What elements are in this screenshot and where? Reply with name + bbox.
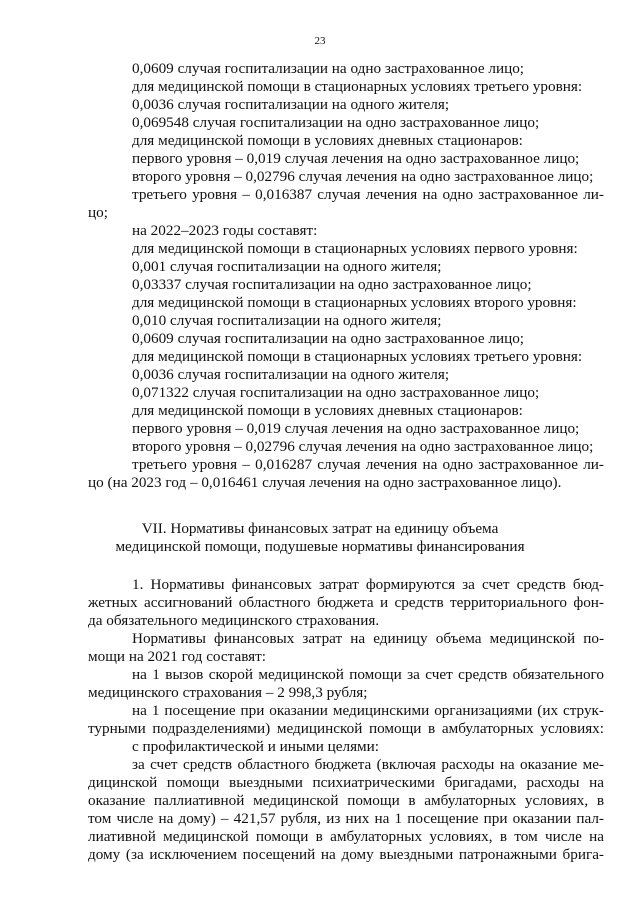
text-line: третьего уровня – 0,016287 случая лечения на одно застрахованное ли- [132, 456, 604, 473]
text-line: для медицинской помощи в условиях дневных стационаров: [132, 402, 523, 419]
text-line: на 2022–2023 годы составят: [132, 222, 318, 239]
text-line: для медицинской помощи в стационарных условиях второго уровня: [132, 294, 577, 311]
text-line: турными подразделениями) медицинской помощи в амбулаторных условиях: [88, 720, 604, 737]
text-line: мощи на 2021 год составят: [88, 648, 267, 665]
text-line: первого уровня – 0,019 случая лечения на одно застрахованное лицо; [132, 420, 580, 437]
text-line: 1. Нормативы финансовых затрат формируются за счет средств бюд- [132, 576, 604, 593]
text-line: второго уровня – 0,02796 случая лечения на одно застрахованное лицо; [132, 438, 594, 455]
text-line: 0,001 случая госпитализации на одного жителя; [132, 258, 442, 275]
text-line: Нормативы финансовых затрат на единицу объема медицинской по- [132, 630, 604, 647]
text-line: том числе на дому) – 421,57 рубля, из них на 1 посещение при оказании пал- [88, 810, 604, 827]
text-line: цо (на 2023 год – 0,016461 случая лечения на одно застрахованное лицо). [88, 474, 562, 491]
text-line: 0,0036 случая госпитализации на одного жителя; [132, 366, 450, 383]
text-line: жетных ассигнований областного бюджета и средств территориального фон- [88, 594, 604, 611]
text-line: 0,0609 случая госпитализации на одно застрахованное лицо; [132, 330, 525, 347]
text-line: третьего уровня – 0,016387 случая лечения на одно застрахованное ли- [132, 186, 604, 203]
text-line: дому (за исключением посещений на дому выездными патронажными брига- [88, 846, 604, 863]
text-line: 0,069548 случая госпитализации на одно застрахованное лицо; [132, 114, 540, 131]
text-line: 0,0609 случая госпитализации на одно застрахованное лицо; [132, 60, 525, 77]
text-line: 0,010 случая госпитализации на одного жителя; [132, 312, 442, 329]
text-line: второго уровня – 0,02796 случая лечения на одно застрахованное лицо; [132, 168, 594, 185]
text-line: дицинской помощи выездными психиатрическими бригадами, расходы на [88, 774, 604, 791]
text-line: 0,0036 случая госпитализации на одного жителя; [132, 96, 450, 113]
page-number: 23 [314, 35, 326, 47]
section-heading: медицинской помощи, подушевые нормативы финансирования [115, 538, 525, 555]
text-line: первого уровня – 0,019 случая лечения на одно застрахованное лицо; [132, 150, 580, 167]
text-line: медицинского страхования – 2 998,3 рубля; [88, 684, 368, 701]
text-line: на 1 посещение при оказании медицинскими организациями (их струк- [132, 702, 604, 719]
text-line: для медицинской помощи в условиях дневных стационаров: [132, 132, 523, 149]
text-line: с профилактической и иными целями: [132, 738, 380, 755]
text-line: 0,03337 случая госпитализации на одно застрахованное лицо; [132, 276, 532, 293]
text-line: лиативной медицинской помощи в амбулаторных условиях, в том числе на [88, 828, 604, 845]
text-line: оказание паллиативной медицинской помощи в амбулаторных условиях, в [88, 792, 604, 809]
section-heading: VII. Нормативы финансовых затрат на единицу объема [141, 520, 499, 537]
text-line: на 1 вызов скорой медицинской помощи за счет средств обязательного [132, 666, 604, 683]
text-line: 0,071322 случая госпитализации на одно застрахованное лицо; [132, 384, 540, 401]
text-line: да обязательного медицинского страхования. [88, 612, 380, 629]
text-line: цо; [88, 204, 108, 221]
text-line: за счет средств областного бюджета (включая расходы на оказание ме- [132, 756, 604, 773]
text-line: для медицинской помощи в стационарных условиях третьего уровня: [132, 78, 583, 95]
text-line: для медицинской помощи в стационарных условиях третьего уровня: [132, 348, 583, 365]
text-line: для медицинской помощи в стационарных условиях первого уровня: [132, 240, 578, 257]
